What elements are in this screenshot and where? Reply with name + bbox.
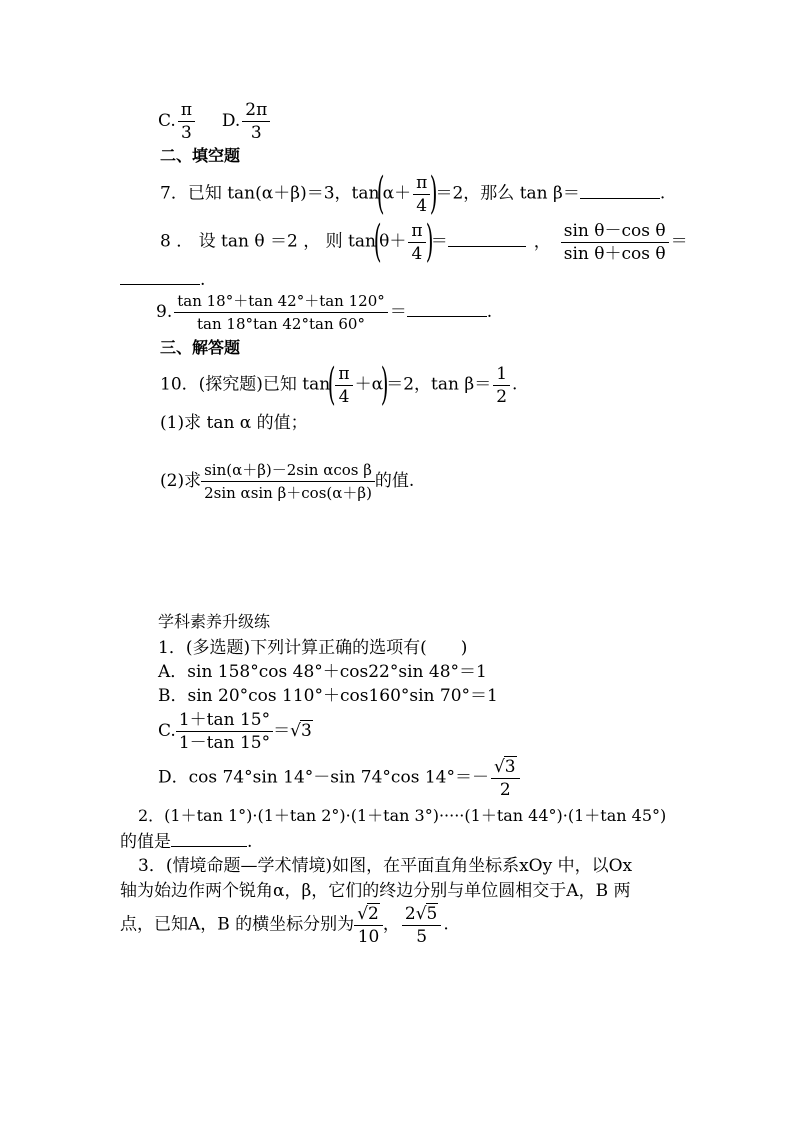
fraction-numerator: sin(α＋β)－2sin αcos β [201,460,375,482]
right-paren: ) [430,168,438,219]
problem-2-line-1: 2．(1＋tan 1°)·(1＋tan 2°)·(1＋tan 3°)·····(1＋tan 44°)·(1＋tan 45°) [138,806,667,825]
problem-3-comma: ， [382,914,400,935]
radicand: 3 [300,721,312,741]
problem-1-option-c [158,710,313,753]
q7-period: . [659,183,666,204]
problem-3-fraction-1 [354,903,383,947]
fraction-denominator: 4 [338,386,350,407]
fraction-numerator: 2π [242,100,270,122]
q8-fraction-2 [561,221,669,264]
problem-3-text: 点，已知A，B 的横坐标分别为 [120,914,355,935]
problem-3-fraction-2 [402,903,442,947]
q7-fraction [413,173,430,216]
q10-period: . [512,374,518,395]
q9-fraction [174,291,388,334]
fraction-denominator: 4 [416,195,428,216]
radicand: 2 [368,904,379,924]
option-d-text: D．cos 74°sin 14°－sin 74°cos 14°＝－ [158,767,489,788]
q9-equals: ＝ [389,302,407,322]
q10-2-fraction [201,460,375,503]
q10-text: 10．(探究题)已知 tan [160,374,331,395]
fraction-numerator: 1＋tan 15° [176,710,273,732]
answer-blank [580,182,660,199]
q8-text: 8 ． 设 tan θ ＝2 ， 则 tan [160,231,376,252]
q9-label: 9. [156,302,173,322]
sqrt-icon: √ [493,757,505,777]
fraction-denominator: 10 [357,927,380,947]
sqrt-expression [357,903,380,924]
q7-inner: α＋ [382,183,412,204]
fraction-numerator: sin θ－cos θ [561,221,669,243]
sqrt-icon: √ [357,904,369,924]
sqrt-icon: √ [290,721,301,741]
q9-period: . [486,302,493,322]
q8-equals: ＝ [430,231,448,252]
problem-3-period: . [443,914,449,935]
fraction-denominator: 2sin αsin β＋cos(α＋β) [204,484,372,502]
fraction-denominator: 3 [250,123,262,143]
q10-2-text-2: 的值. [374,471,415,491]
q7-text: 7．已知 tan(α＋β)＝3，tan [160,183,380,204]
answer-blank [407,300,487,317]
question-9 [156,291,492,334]
fraction-numerator: π [413,173,430,195]
fraction-numerator [491,756,520,779]
choice-d-fraction [242,100,270,143]
section-heading-upgrade: 学科素养升级练 [158,612,271,631]
option-c-label: C. [158,721,176,741]
question-8 [160,216,688,267]
problem-1-option-a: A．sin 158°cos 48°＋cos22°sin 48°＝1 [158,662,487,682]
q10-fraction-2 [493,364,510,407]
answer-blank [120,268,200,285]
fraction-denominator: tan 18°tan 42°tan 60° [197,315,365,333]
question-7 [160,168,666,219]
q7-text-2: ＝2，那么 tan β＝ [435,183,580,204]
fraction-denominator: 1－tan 15° [178,733,271,753]
coefficient: 2 [404,904,416,924]
left-paren: ( [377,168,385,219]
fraction-numerator: π [335,364,352,386]
fraction-denominator: sin θ＋cos θ [563,243,666,264]
choice-c-fraction [178,100,195,143]
problem-3-line-3 [120,903,449,947]
fraction-denominator: 3 [180,123,192,143]
fraction-denominator: 2 [499,780,511,800]
answer-blank [448,230,526,247]
question-10 [160,359,518,410]
fraction-numerator: 1 [493,364,510,386]
q10-fraction [335,364,352,407]
choice-c-label: C. [158,111,176,131]
q10-text-2: ＝2，tan β＝ [386,374,492,395]
right-paren: ) [380,359,389,410]
fraction-numerator: π [178,100,195,122]
left-paren: ( [373,216,382,267]
q8-inner: θ＋ [379,231,407,252]
fraction-denominator: 2 [496,386,508,407]
fraction-numerator: tan 18°＋tan 42°＋tan 120° [174,291,388,313]
q8-comma: ， [533,231,551,252]
sqrt-expression [494,756,517,777]
problem-2-period: . [247,832,253,852]
q10-2-text: (2)求 [160,471,202,491]
fraction-denominator: 4 [411,243,423,264]
fraction-numerator: π [408,221,425,243]
problem-1-option-d [158,756,522,800]
q8-period: . [200,270,206,290]
problem-2-text: 的值是 [120,832,171,852]
sqrt-expression [416,903,439,924]
sqrt-expression [290,720,313,741]
choice-row [158,100,272,143]
q10-inner: ＋α [354,374,384,395]
problem-3-line-1: 3．(情境命题—学术情境)如图，在平面直角坐标系xOy 中，以Ox [138,856,633,876]
sqrt-icon: √ [415,904,427,924]
problem-2-line-2 [120,830,252,852]
choice-d-label: D. [221,111,241,131]
q8-equals-2: ＝ [670,231,688,252]
option-c-fraction [176,710,273,753]
question-10-part-1: (1)求 tan α 的值； [160,413,308,433]
question-10-part-2 [160,460,414,503]
q8-fraction [408,221,425,264]
section-heading-fill-blank: 二、填空题 [160,146,241,165]
radicand: 5 [426,904,438,924]
left-paren: ( [327,359,336,410]
problem-1-option-b: B．sin 20°cos 110°＋cos160°sin 70°＝1 [158,686,498,706]
question-8-continued [120,268,205,290]
answer-blank [171,830,247,847]
section-heading-solve: 三、解答题 [160,338,241,357]
fraction-denominator: 5 [416,927,428,947]
option-d-fraction [491,756,520,800]
option-c-equals: ＝ [273,721,291,741]
problem-1: 1．(多选题)下列计算正确的选项有( ) [158,638,468,658]
fraction-numerator [354,903,383,926]
radicand: 3 [504,757,516,777]
right-paren: ) [425,216,433,267]
fraction-numerator [402,903,442,926]
problem-3-line-2: 轴为始边作两个锐角α，β，它们的终边分别与单位圆相交于A，B 两 [120,881,631,901]
